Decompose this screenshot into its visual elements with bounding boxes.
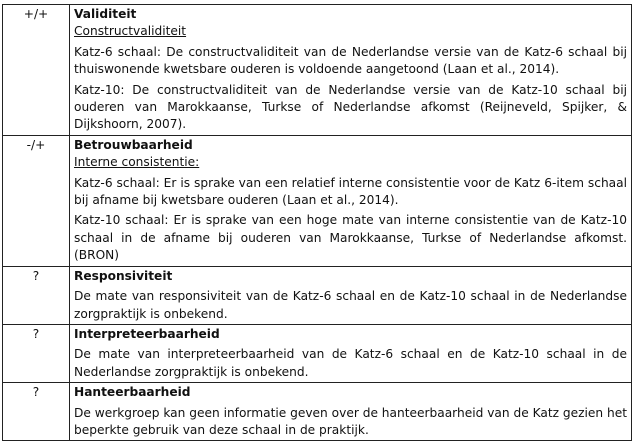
table-row-validiteit <box>3 5 632 136</box>
paragraph: Katz-10 schaal: Er is sprake van een hoge mate van interne consistentie van de Katz-10 schaal in de afname bij ouderen van Marokkaanse, Turkse of Nederlandse afkomst. (BRON) <box>74 213 627 263</box>
paragraph: De mate van interpreteerbaarheid van de Katz-6 schaal en de Katz-10 schaal in de Nederlandse zorgpraktijk is onbekend. <box>74 347 627 379</box>
content-cell <box>70 324 632 382</box>
rating-cell: ? <box>3 324 70 382</box>
section-heading: Interpreteerbaarheid <box>74 326 220 341</box>
section-subheading: Constructvaliditeit <box>74 24 187 39</box>
paragraph: Katz-6 schaal: De constructvaliditeit van de Nederlandse versie van de Katz-6 schaal bij thuiswonende kwetsbare ouderen is voldoende aangetoond (Laan et al., 2014). <box>74 44 627 77</box>
content-cell <box>70 5 632 136</box>
paragraph: De mate van responsiviteit van de Katz-6 schaal en de Katz-10 schaal in de Nederlandse zorgpraktijk is onbekend. <box>74 289 627 321</box>
paragraph: Katz-10: De constructvaliditeit van de Nederlandse versie van de Katz-10 schaal bij ouderen van Marokkaanse, Turkse of Nederlandse afkomst (Reijneveld, Spijker, & Dijkshoorn, 2007). <box>74 82 627 132</box>
rating-cell: +/+ <box>3 5 70 136</box>
rating-cell: ? <box>3 383 70 441</box>
section-subheading: Interne consistentie: <box>74 155 200 170</box>
paragraph: De werkgroep kan geen informatie geven over de hanteerbaarheid van de Katz gezien het beperkte gebruik van deze schaal in de praktijk. <box>74 405 628 437</box>
content-cell <box>70 383 632 441</box>
table-row-betrouwbaarheid <box>3 135 632 266</box>
table-row-hanteerbaarheid <box>3 383 632 441</box>
rating-cell: -/+ <box>3 135 70 266</box>
section-heading: Hanteerbaarheid <box>74 385 191 400</box>
evaluation-table <box>2 4 632 441</box>
section-heading: Validiteit <box>74 7 137 21</box>
section-heading: Responsiviteit <box>74 268 173 283</box>
rating-cell: ? <box>3 266 70 324</box>
content-cell <box>70 266 632 324</box>
section-heading: Betrouwbaarheid <box>74 137 193 152</box>
table-row-interpreteerbaarheid <box>3 324 632 382</box>
paragraph: Katz-6 schaal: Er is sprake van een relatief interne consistentie voor de Katz 6-item schaal bij afname bij kwetsbare ouderen (Laan et al., 2014). <box>74 175 627 208</box>
table-row-responsiviteit <box>3 266 632 324</box>
content-cell <box>70 135 632 266</box>
